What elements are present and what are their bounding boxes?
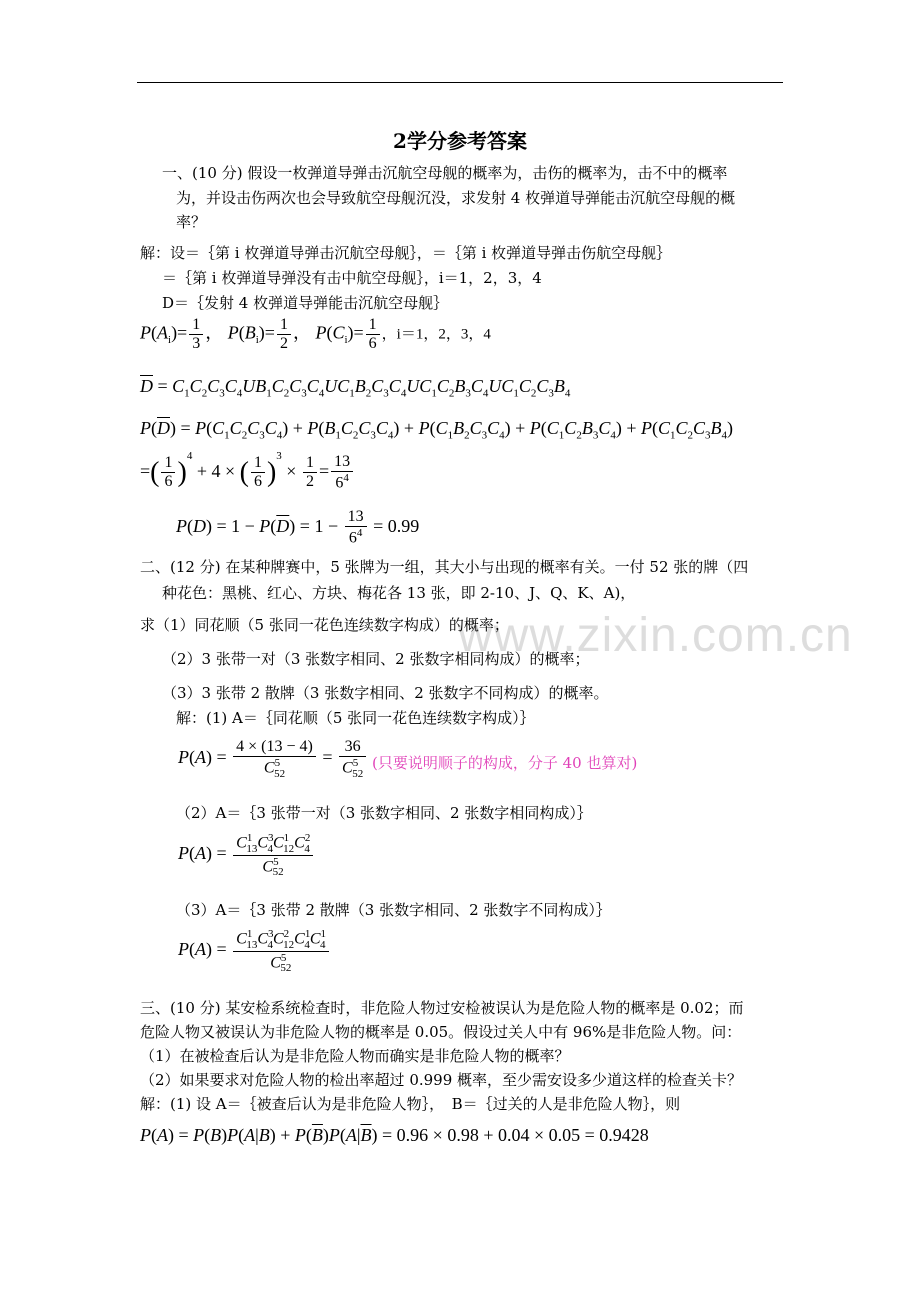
q1-final-formula: $P(D) = 1 - P(\overline{D}) = 1$ − $\frac{13}{6^4}$ = 0.99 — [176, 508, 420, 547]
page-title: 2学分参考答案 — [393, 129, 527, 153]
q1-line1: 一、(10 分) 假设一枚弹道导弹击沉航空母舰的概率为，击伤的概率为，击不中的概率 — [162, 164, 728, 182]
q2-ask1: 求（1）同花顺（5 张同一花色连续数字构成）的概率； — [140, 616, 509, 634]
q3-ask2: （2）如果要求对危险人物的检出率超过 0.999 概率，至少需安设多少道这样的检查关卡？ — [140, 1071, 743, 1089]
q2-formula1: P(A) = $\frac{4 \times (13 - 4)}{C^5_{52}}$ = $\frac{36}{C^5_{52}}$ — [178, 738, 368, 780]
q2-formula2: P(A) = $\frac{C^1_{13}C^3_4C^1_{12}C^2_4}{C^5_{52}}$ — [178, 832, 315, 878]
q1-prob-formula: $P(A_i)=$ $\frac{1}{3}$ ， $P(B_i)=$ $\frac{1}{2}$ ， $P(C_i)=$ $\frac{1}{6}$ ，i＝1，2，3，4 — [140, 316, 491, 352]
q1-solution-line3: D＝｛发射 4 枚弹道导弹能击沉航空母舰｝ — [162, 294, 449, 312]
q1-event-formula: $\overline{D} = C_1C_2C_3C_4UB_1C_2C_3C_4UC_1B_2C_3C_4UC_1C_2B_3C_4UC_1C_2C_3B_4$ — [140, 376, 571, 400]
q2-note: (只要说明顺子的构成，分子 40 也算对) — [372, 754, 638, 772]
q2-line2: 种花色：黑桃、红心、方块、梅花各 13 张，即 2-10、J、Q、K、A)， — [162, 584, 636, 602]
q2-ask3: （3）3 张带 2 散牌（3 张数字相同、2 张数字不同构成）的概率。 — [162, 684, 609, 702]
q3-result: 0.9428 — [599, 1125, 649, 1145]
q1-solution-line2: ＝｛第 i 枚弹道导弹没有击中航空母舰｝，i＝1，2，3，4 — [162, 269, 542, 287]
header-rule — [137, 82, 783, 83]
q2-line1: 二、(12 分) 在某种牌赛中，5 张牌为一组，其大小与出现的概率有关。一付 52 张的牌（四 — [140, 558, 749, 576]
q3-solution1: 解：(1) 设 A＝｛被查后认为是非危险人物｝， B＝｛过关的人是非危险人物｝，则 — [140, 1095, 681, 1113]
q3-formula: $P(A) = P(B)P(A|B) + P(\overline{B})P(A|\overline{B}) = 0.96 \times 0.98 + 0.04 \times 0.05 = 0.9428$ — [140, 1125, 649, 1145]
q2-formula3: P(A) = $\frac{C^1_{13}C^3_4C^2_{12}C^1_4C^1_4}{C^5_{52}}$ — [178, 928, 331, 974]
q3-line1: 三、(10 分) 某安检系统检查时，非危险人物过安检被误认为是危险人物的概率是 0.02；而 — [140, 999, 744, 1017]
q3-ask1: （1）在被检查后认为是非危险人物而确实是非危险人物的概率？ — [140, 1047, 570, 1065]
q1-index-range: ，i＝1，2，3，4 — [381, 326, 491, 343]
q2-solution1: 解：(1) A＝｛同花顺（5 张同一花色连续数字构成）｝ — [176, 709, 535, 727]
q2-solution2: （2）A＝｛3 张带一对（3 张数字相同、2 张数字相同构成）｝ — [176, 804, 592, 822]
q1-prob-sum-formula: $P(\overline{D}) = P(C_1C_2C_3C_4) + P(B_1C_2C_3C_4) + P(C_1B_2C_3C_4) + P(C_1C_2B_3C_4) + P(C_1C_2C_3B_4)$ — [140, 418, 734, 442]
q2-solution3: （3）A＝｛3 张带 2 散牌（3 张数字相同、2 张数字不同构成）｝ — [176, 901, 611, 919]
watermark: www.zixin.com.cn — [458, 609, 853, 662]
q2-ask2: （2）3 张带一对（3 张数字相同、2 张数字相同构成）的概率； — [162, 650, 590, 668]
q1-line2: 为，并设击伤两次也会导致航空母舰沉没，求发射 4 枚弹道导弹能击沉航空母舰的概 — [176, 189, 736, 207]
q1-prob-value-formula: =( $\frac{1}{6}$ )$^4$ + 4 × ( $\frac{1}{6}$ )$^3$ × $\frac{1}{2}$ = $\frac{13}{6^4}$ — [140, 450, 355, 493]
q3-line2: 危险人物又被误认为非危险人物的概率是 0.05。假设过关人中有 96%是非危险人物。问： — [140, 1023, 742, 1041]
q1-final-value: 0.99 — [387, 515, 420, 536]
q1-line3: 率？ — [176, 213, 207, 231]
q1-solution-line1: 解：设＝｛第 i 枚弹道导弹击沉航空母舰｝，＝｛第 i 枚弹道导弹击伤航空母舰｝ — [140, 244, 672, 262]
